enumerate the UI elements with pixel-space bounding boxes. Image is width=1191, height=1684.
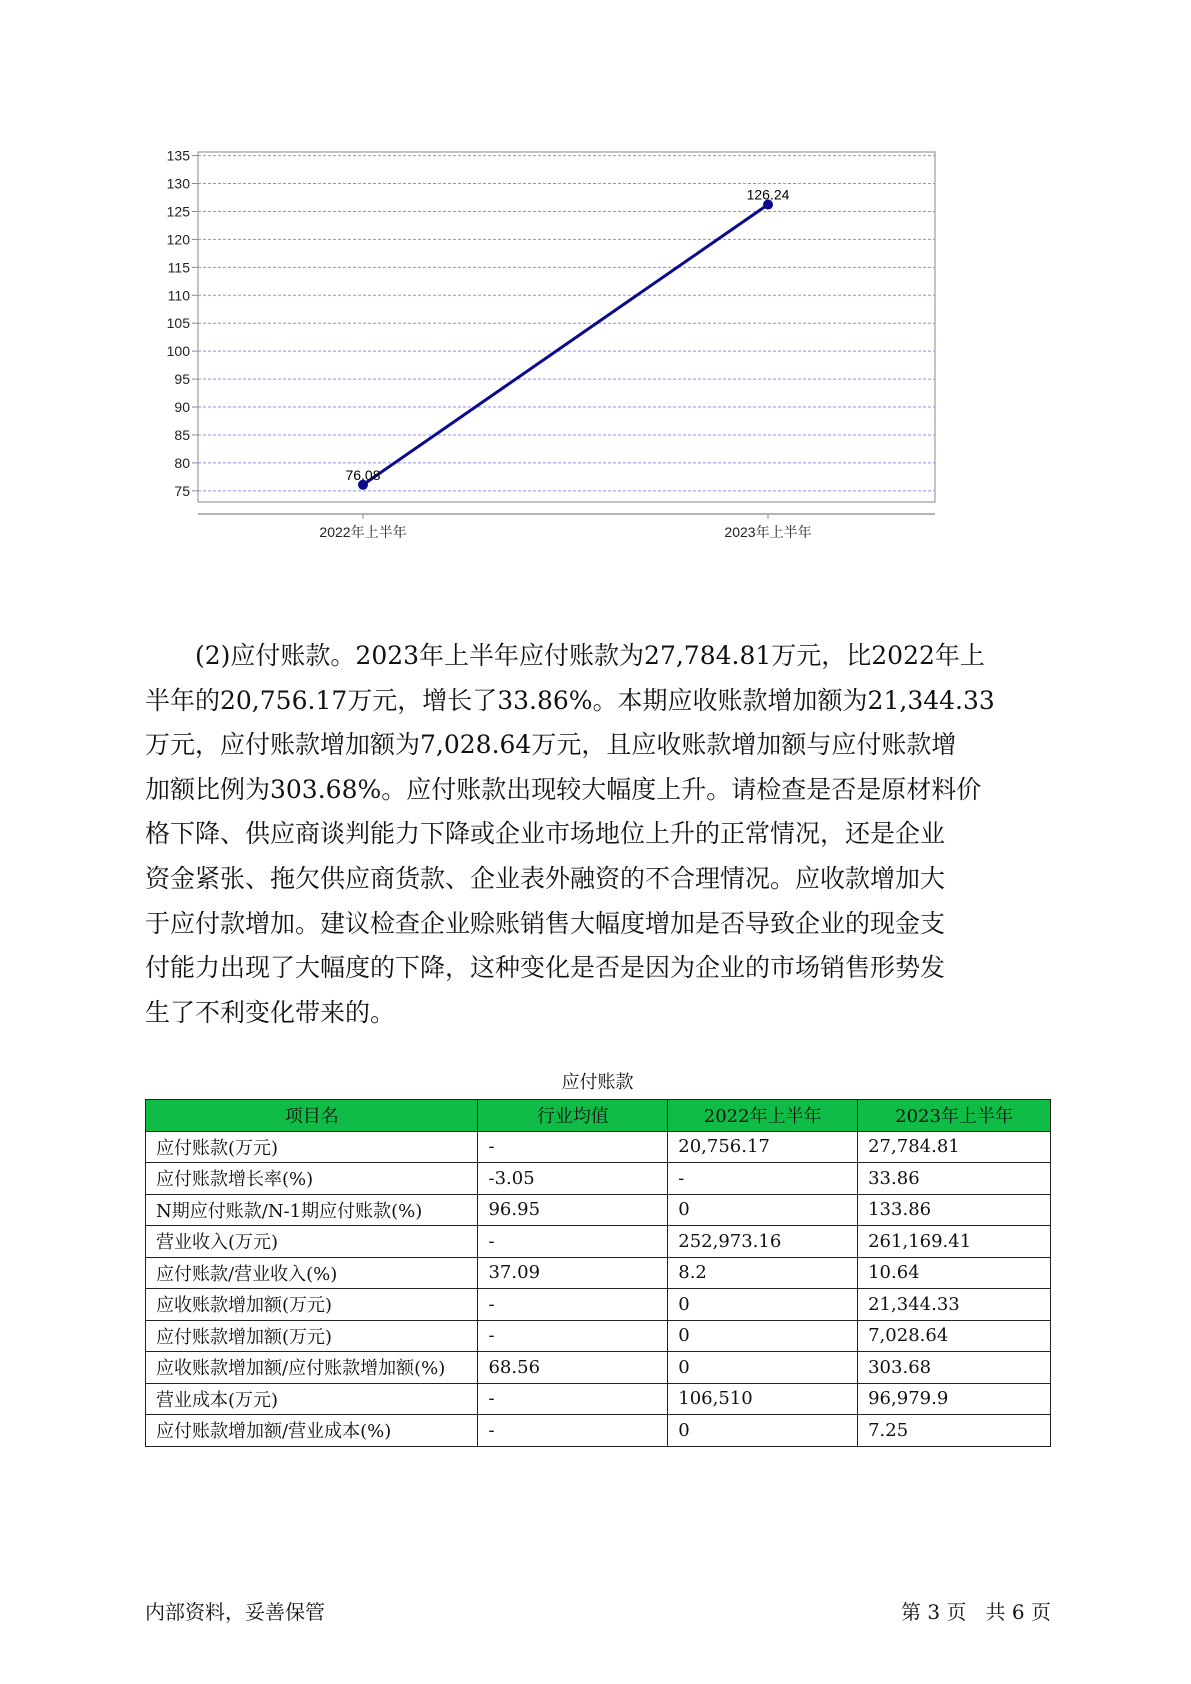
y-tick-label: 115 bbox=[167, 259, 190, 276]
y-tick-label: 125 bbox=[166, 203, 190, 220]
table-row bbox=[146, 1320, 1051, 1352]
analysis-paragraph bbox=[145, 634, 1050, 1035]
cell-2022h1: - bbox=[668, 1163, 858, 1195]
cell-industry-avg: 37.09 bbox=[478, 1257, 668, 1289]
y-tick-label: 75 bbox=[174, 482, 190, 499]
table-caption: 应付账款 bbox=[561, 1072, 634, 1093]
paragraph-line: 资金紧张、拖欠供应商货款、企业表外融资的不合理情况。应收款增加大 bbox=[145, 863, 946, 893]
x-tick-label: 2023年上半年 bbox=[724, 524, 812, 540]
cell-item: 应付账款增加额/营业成本(%) bbox=[146, 1415, 478, 1447]
y-tick-label: 130 bbox=[166, 175, 190, 192]
cell-industry-avg: 96.95 bbox=[478, 1194, 668, 1226]
y-tick-label: 85 bbox=[174, 426, 190, 443]
line-chart bbox=[150, 150, 1030, 590]
cell-item: 应付账款增加额(万元) bbox=[146, 1320, 478, 1352]
cell-item: 应收账款增加额/应付账款增加额(%) bbox=[146, 1352, 478, 1384]
table-row bbox=[146, 1257, 1051, 1289]
paragraph-line: (2)应付账款。2023年上半年应付账款为27,784.81万元，比2022年上 bbox=[195, 641, 985, 670]
table-row bbox=[146, 1383, 1051, 1415]
cell-item: N期应付账款/N-1期应付账款(%) bbox=[146, 1194, 478, 1226]
table-row bbox=[146, 1194, 1051, 1226]
paragraph-line: 于应付款增加。建议检查企业赊账销售大幅度增加是否导致企业的现金支 bbox=[145, 908, 946, 938]
cell-item: 应收账款增加额(万元) bbox=[146, 1289, 478, 1321]
chart-series bbox=[345, 187, 789, 490]
table-header-row bbox=[146, 1100, 1051, 1132]
y-tick-label: 120 bbox=[166, 231, 190, 248]
cell-industry-avg: - bbox=[478, 1383, 668, 1415]
cell-item: 营业成本(万元) bbox=[146, 1383, 478, 1415]
table-row bbox=[146, 1415, 1051, 1447]
data-label: 126.24 bbox=[746, 186, 790, 203]
cell-2022h1: 0 bbox=[668, 1289, 858, 1321]
y-tick-label: 110 bbox=[167, 287, 190, 304]
cell-2023h1: 7.25 bbox=[858, 1415, 1051, 1447]
cell-2022h1: 252,973.16 bbox=[668, 1226, 858, 1258]
paragraph-line: 加额比例为303.68%。应付账款出现较大幅度上升。请检查是否是原材料价 bbox=[145, 774, 982, 804]
cell-2022h1: 0 bbox=[668, 1415, 858, 1447]
y-tick-label: 100 bbox=[166, 343, 190, 360]
cell-item: 应付账款增长率(%) bbox=[146, 1163, 478, 1195]
y-tick-label: 95 bbox=[174, 371, 190, 388]
header-item-name: 项目名 bbox=[146, 1100, 478, 1132]
cell-industry-avg: 68.56 bbox=[478, 1352, 668, 1384]
cell-industry-avg: -3.05 bbox=[478, 1163, 668, 1195]
table-row bbox=[146, 1131, 1051, 1163]
footer-confidential-note: 内部资料，妥善保管 bbox=[145, 1600, 325, 1624]
cell-2022h1: 0 bbox=[668, 1352, 858, 1384]
cell-industry-avg: - bbox=[478, 1226, 668, 1258]
table-row bbox=[146, 1163, 1051, 1195]
x-axis-ticks bbox=[319, 514, 811, 540]
cell-2022h1: 20,756.17 bbox=[668, 1131, 858, 1163]
paragraph-line: 生了不利变化带来的。 bbox=[145, 997, 396, 1027]
plot-frame bbox=[198, 152, 935, 502]
chart-grid bbox=[198, 152, 935, 514]
paragraph-line: 万元，应付账款增加额为7,028.64万元，且应收账款增加额与应付账款增 bbox=[145, 730, 957, 760]
y-tick-label: 90 bbox=[174, 399, 190, 416]
y-axis-ticks bbox=[167, 150, 198, 499]
cell-2023h1: 10.64 bbox=[858, 1257, 1051, 1289]
cell-2022h1: 0 bbox=[668, 1320, 858, 1352]
table-row bbox=[146, 1226, 1051, 1258]
cell-2022h1: 0 bbox=[668, 1194, 858, 1226]
cell-industry-avg: - bbox=[478, 1320, 668, 1352]
paragraph-line: 格下降、供应商谈判能力下降或企业市场地位上升的正常情况，还是企业 bbox=[145, 819, 946, 849]
cell-item: 应付账款/营业收入(%) bbox=[146, 1257, 478, 1289]
cell-2023h1: 261,169.41 bbox=[858, 1226, 1051, 1258]
cell-2022h1: 8.2 bbox=[668, 1257, 858, 1289]
data-label: 76.08 bbox=[345, 466, 381, 483]
cell-2022h1: 106,510 bbox=[668, 1383, 858, 1415]
cell-2023h1: 33.86 bbox=[858, 1163, 1051, 1195]
y-tick-label: 105 bbox=[166, 315, 190, 332]
x-tick-label: 2022年上半年 bbox=[319, 524, 407, 540]
table-row bbox=[146, 1289, 1051, 1321]
series-line bbox=[363, 205, 768, 485]
cell-2023h1: 7,028.64 bbox=[858, 1320, 1051, 1352]
footer-page-number: 第 3 页 共 6 页 bbox=[901, 1600, 1051, 1624]
cell-2023h1: 21,344.33 bbox=[858, 1289, 1051, 1321]
paragraph-line: 付能力出现了大幅度的下降，这种变化是否是因为企业的市场销售形势发 bbox=[145, 953, 946, 983]
header-industry-avg: 行业均值 bbox=[478, 1100, 668, 1132]
cell-item: 应付账款(万元) bbox=[146, 1131, 478, 1163]
cell-2023h1: 96,979.9 bbox=[858, 1383, 1051, 1415]
header-2022h1: 2022年上半年 bbox=[668, 1100, 858, 1132]
cell-2023h1: 133.86 bbox=[858, 1194, 1051, 1226]
cell-industry-avg: - bbox=[478, 1415, 668, 1447]
cell-2023h1: 303.68 bbox=[858, 1352, 1051, 1384]
y-tick-label: 80 bbox=[174, 454, 190, 471]
cell-industry-avg: - bbox=[478, 1131, 668, 1163]
cell-item: 营业收入(万元) bbox=[146, 1226, 478, 1258]
paragraph-line: 半年的20,756.17万元，增长了33.86%。本期应收账款增加额为21,344.33 bbox=[145, 685, 995, 715]
table-row bbox=[146, 1352, 1051, 1384]
cell-2023h1: 27,784.81 bbox=[858, 1131, 1051, 1163]
accounts-payable-table bbox=[145, 1099, 1051, 1447]
y-tick-label: 135 bbox=[166, 150, 190, 164]
header-2023h1: 2023年上半年 bbox=[858, 1100, 1051, 1132]
cell-industry-avg: - bbox=[478, 1289, 668, 1321]
